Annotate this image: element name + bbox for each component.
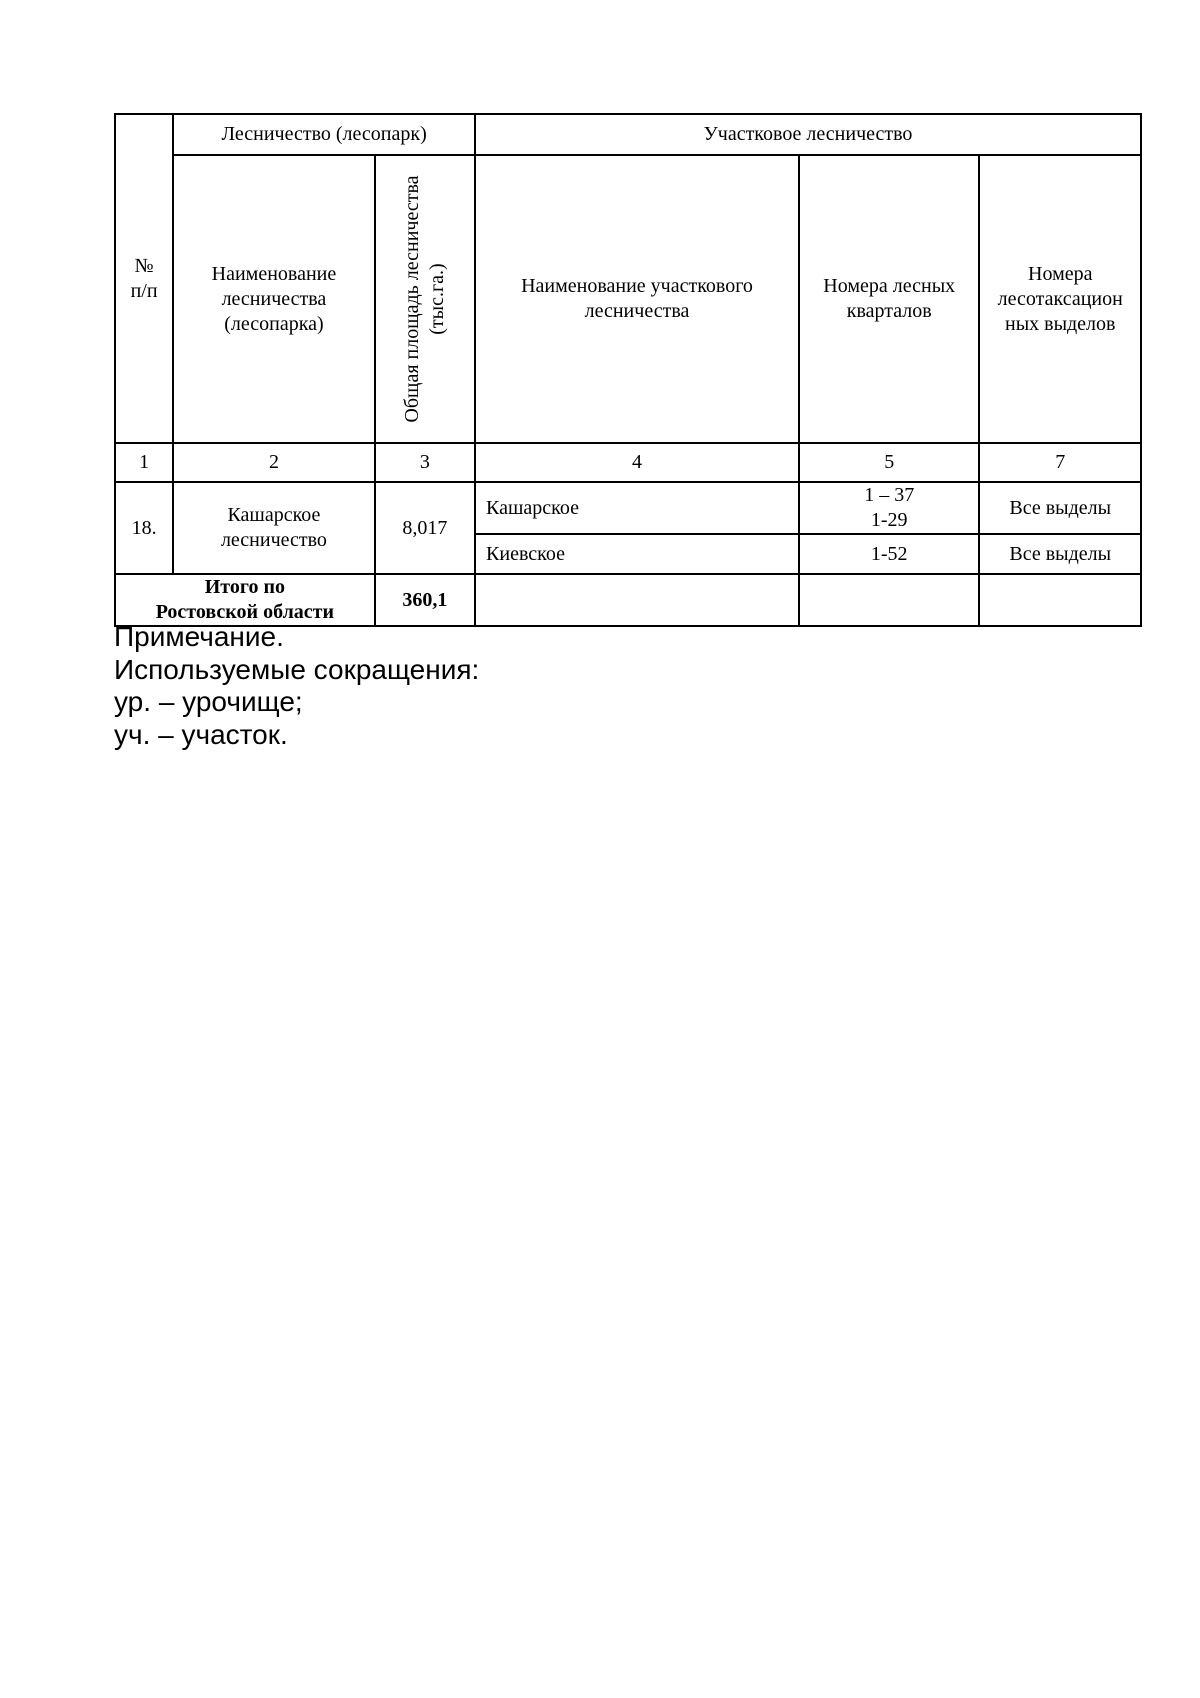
district-name: Кашарское (475, 482, 799, 534)
column-number: 7 (979, 443, 1141, 482)
header-forestry-name (173, 155, 375, 443)
district-allotments: Все выделы (979, 534, 1141, 574)
note-abbreviation: уч. – участок. (114, 718, 288, 750)
header-num-text: № п/п (130, 254, 158, 302)
header-forestry-group-text: Лесничество (лесопарк) (221, 123, 427, 145)
row-area: 8,017 (375, 482, 475, 574)
header-forestry-group (173, 114, 475, 155)
column-number: 4 (475, 443, 799, 482)
column-number: 3 (375, 443, 475, 482)
note-title: Примечание. (114, 621, 284, 652)
row-forestry-name (173, 482, 375, 574)
total-value: 360,1 (375, 574, 475, 626)
header-total-area (375, 155, 475, 443)
header-row-sub (115, 155, 1141, 443)
column-number: 2 (173, 443, 375, 482)
table-row (115, 482, 1141, 534)
note-abbreviations-heading: Используемые сокращения: (114, 653, 480, 685)
header-quarter-numbers-text: Номера лесных кварталов (823, 275, 956, 322)
header-quarter-numbers (799, 155, 980, 443)
header-total-area-text: Общая площадь лесничества (тыс.га.) (400, 175, 448, 423)
total-row (115, 574, 1141, 626)
district-quarters (799, 482, 980, 534)
column-number: 5 (799, 443, 980, 482)
header-district-name-text: Наименование участкового лесничества (521, 275, 753, 322)
total-empty-cell (799, 574, 980, 626)
district-quarters: 1-52 (799, 534, 980, 574)
total-empty-cell (979, 574, 1141, 626)
header-row-top (115, 114, 1141, 155)
note-abbreviation: ур. – урочище; (114, 686, 303, 717)
header-district-name (475, 155, 799, 443)
header-district-group (475, 114, 1141, 155)
total-empty-cell (475, 574, 799, 626)
row-forestry-name-text: Кашарское лесничество (220, 504, 327, 551)
header-allotment-numbers (979, 155, 1141, 443)
header-num (115, 114, 173, 443)
total-label (115, 574, 375, 626)
header-district-group-text: Участковое лесничество (703, 123, 913, 145)
total-label-text: Итого по Ростовской области (155, 576, 335, 623)
header-allotment-numbers-text: Номера лесотаксацион ных выделов (997, 262, 1123, 335)
notes-block (114, 621, 479, 751)
column-number-row (115, 443, 1141, 482)
forestry-table (114, 113, 1142, 627)
district-allotments: Все выделы (979, 482, 1141, 534)
row-num: 18. (115, 482, 173, 574)
district-name: Киевское (475, 534, 799, 574)
column-number: 1 (115, 443, 173, 482)
district-quarters-text: 1 – 37 1-29 (864, 484, 915, 531)
header-forestry-name-text: Наименование лесничества (лесопарка) (211, 262, 337, 335)
